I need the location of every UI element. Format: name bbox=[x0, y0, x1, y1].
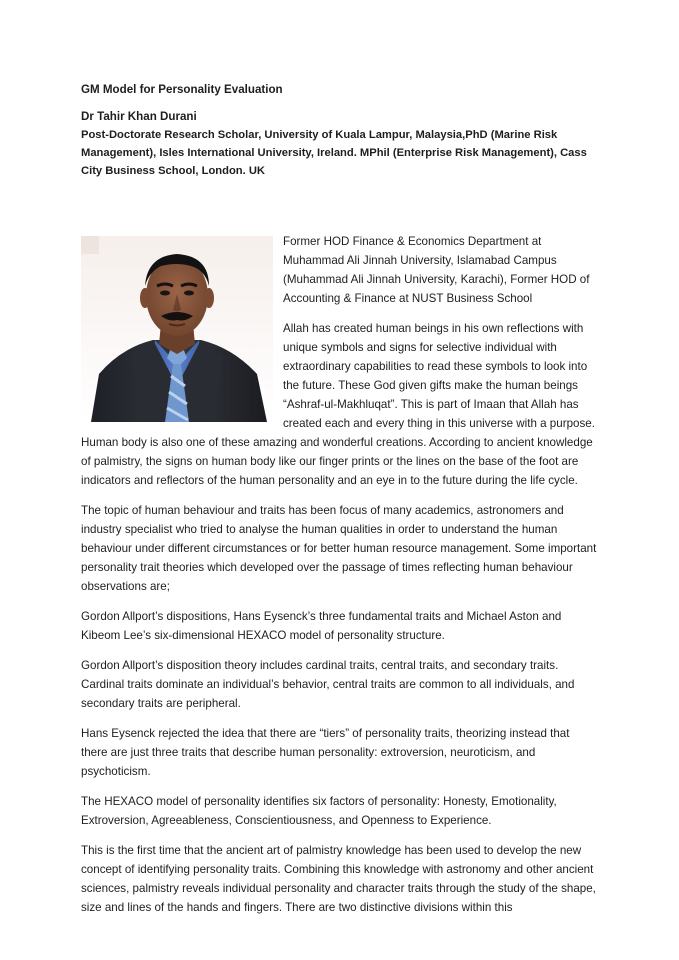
paragraph-3: The topic of human behaviour and traits has been focus of many academics, astronomers and industry specialist who tried to analyse the human qualities in order to understand the human behaviour under different circumstances or for better human resource management. Some important personality trait theories which developed over the passage of times reflecting human behaviour observations are; bbox=[81, 504, 597, 593]
document-title: GM Model for Personality Evaluation bbox=[81, 83, 283, 96]
paragraph-2: Allah has created human beings in his own reflections with unique symbols and signs for selective individual with extraordinary capabilities to read these symbols to look into the future. These God given gifts make the human beings “Ashraf-ul-Makhluqat”. This is part of Imaan that Allah has created each and every thing in this universe with a purpose. Human body is also one of these amazing and wonderful creations. According to ancient knowledge of palmistry, the signs on human body like our finger prints or the lines on the base of the foot are indicators and reflectors of the human personality and an eye in to the future during the life cycle. bbox=[81, 322, 595, 487]
author-name: Dr Tahir Khan Durani bbox=[81, 110, 197, 123]
paragraph-5: Gordon Allport’s disposition theory includes cardinal traits, central traits, and secondary traits. Cardinal traits dominate an individual’s behavior, central traits are common to all individuals, and secondary traits are peripheral. bbox=[81, 659, 575, 710]
portrait-photo-icon bbox=[81, 236, 273, 422]
paragraph-1: Former HOD Finance & Economics Department at Muhammad Ali Jinnah University, Islamabad Campus (Muhammad Ali Jinnah University, Karachi), Former HOD of Accounting & Finance at NUST Business School bbox=[283, 235, 590, 305]
paragraph-7: The HEXACO model of personality identifies six factors of personality: Honesty, Emotionality, Extroversion, Agreeableness, Conscientiousness, and Openness to Experience. bbox=[81, 795, 557, 827]
bio-block bbox=[81, 232, 599, 917]
author-affiliation: Post-Doctorate Research Scholar, University of Kuala Lampur, Malaysia,PhD (Marine Risk Management), Isles International University, Ireland. MPhil (Enterprise Risk Management), Cass City Business School, London. UK bbox=[81, 129, 587, 177]
paragraph-8: This is the first time that the ancient art of palmistry knowledge has been used to develop the new concept of identifying personality traits. Combining this knowledge with astronomy and other ancient sciences, palmistry reveals individual personality and character traits through the study of the shape, size and lines of the hands and fingers. There are two distinctive divisions within this bbox=[81, 844, 596, 914]
paragraph-6: Hans Eysenck rejected the idea that there are “tiers” of personality traits, theorizing instead that there are just three traits that describe human personality: extroversion, neuroticism, and psychoticism. bbox=[81, 727, 570, 778]
paragraph-4: Gordon Allport’s dispositions, Hans Eysenck’s three fundamental traits and Michael Aston and Kibeom Lee’s six-dimensional HEXACO model of personality structure. bbox=[81, 610, 562, 642]
document-page bbox=[81, 80, 599, 927]
